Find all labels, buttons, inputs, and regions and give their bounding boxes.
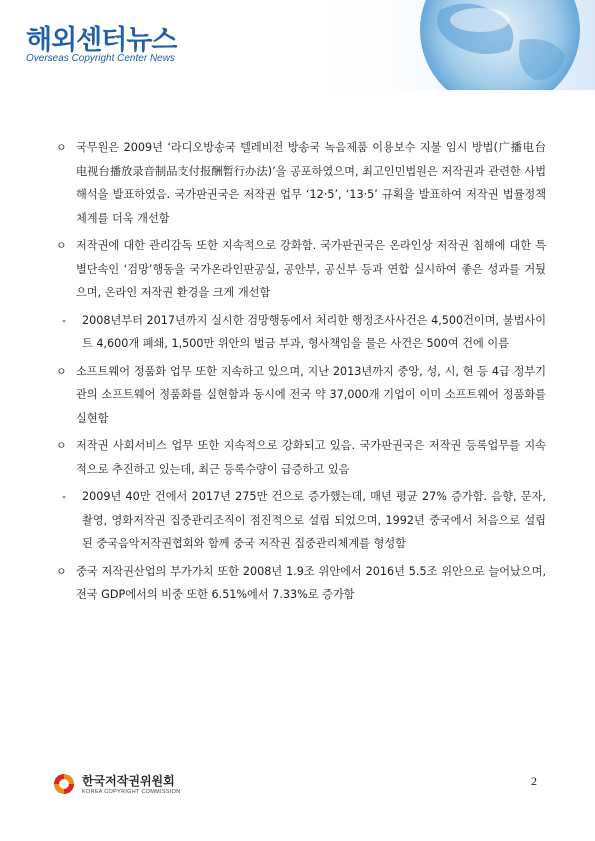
document-body xyxy=(56,136,546,611)
paragraph-text: 2009년 40만 건에서 2017년 275만 건으로 증가했는데, 매년 평균 27% 증가함. 음향, 문자, 촬영, 영화저작권 집중관리조직이 점진적으로 설립 되었으며, 1992년 중국에서 처음으로 설립된 중국음악저작권협회와 함께 중국 저작권 집중관리체계를 형성함 xyxy=(82,490,546,550)
paragraph-text: 소프트웨어 정품화 업무 또한 지속하고 있으며, 지난 2013년까지 중앙, 성, 시, 현 등 4급 정부기관의 소프트웨어 정품화를 실현함과 동시에 전국 약 37,000개 기업이 이미 소프트웨어 정품화를 실현함 xyxy=(76,364,546,425)
paragraph-4 xyxy=(56,434,546,481)
paragraph-2 xyxy=(56,234,546,305)
kcc-logo-icon xyxy=(52,772,76,796)
page-number: 2 xyxy=(531,774,537,788)
bullet-mark: ㅇ xyxy=(56,141,67,154)
bullet-mark: ㅇ xyxy=(56,439,67,452)
paragraph-5 xyxy=(56,560,546,607)
paragraph-text: 저작권 사회서비스 업무 또한 지속적으로 강화되고 있음. 국가판권국은 저작권 등록업무를 지속적으로 추진하고 있는데, 최근 등록수량이 급증하고 있음 xyxy=(76,439,546,476)
dash-mark: - xyxy=(62,490,67,503)
org-name-english: KOREA COPYRIGHT COMMISSION xyxy=(82,789,181,795)
paragraph-3 xyxy=(56,360,546,431)
page-header xyxy=(0,0,595,90)
paragraph-text: 2008년부터 2017년까지 실시한 검망행동에서 처리한 행정조사사건은 4,500건이며, 불법사이트 4,600개 폐쇄, 1,500만 위안의 벌금 부과, 형사책임을 물은 사건은 500여 건에 이름 xyxy=(82,313,546,350)
paragraph-text: 국무원은 2009년 ‘라디오방송국 텔레비전 방송국 녹음제품 이용보수 지불 임시 방법(广播电台电视台播放录音制品支付报酬暂行办法)’을 공포하였으며, 최고인민법원은 저작권과 관련한 사법해석을 발표하였음. 국가판권국은 저작권 업무 ‘12·5’, ‘13·5’ 규획을 발표하여 저작권 법률정책체계를 더욱 개선함 xyxy=(76,141,546,225)
bullet-mark: ㅇ xyxy=(56,364,67,378)
bullet-mark: ㅇ xyxy=(56,239,67,252)
paragraph-1 xyxy=(56,136,546,230)
dash-mark: - xyxy=(62,313,67,327)
bullet-mark: ㅇ xyxy=(56,564,67,578)
paragraph-text: 저작권에 대한 관리감독 또한 지속적으로 강화함. 국가판권국은 온라인상 저작권 침해에 대한 특별단속인 ‘검망’행동을 국가온라인판공실, 공안부, 공신부 등과 연합 실시하여 좋은 성과를 거뒀으며, 온라인 저작권 환경을 크게 개선함 xyxy=(76,239,546,299)
paragraph-text: 중국 저작권산업의 부가가치 또한 2008년 1.9조 위안에서 2016년 5.5조 위안으로 늘어났으며, 전국 GDP에서의 비중 또한 6.51%에서 7.33%로 증가함 xyxy=(76,564,546,601)
header-subtitle: Overseas Copyright Center News xyxy=(26,53,175,64)
subparagraph-2 xyxy=(56,485,546,556)
subparagraph-1 xyxy=(56,309,546,356)
footer-logo xyxy=(52,770,212,800)
header-title: 해외센터뉴스 xyxy=(26,25,177,56)
org-name: 한국저작권위원회 xyxy=(82,774,175,788)
